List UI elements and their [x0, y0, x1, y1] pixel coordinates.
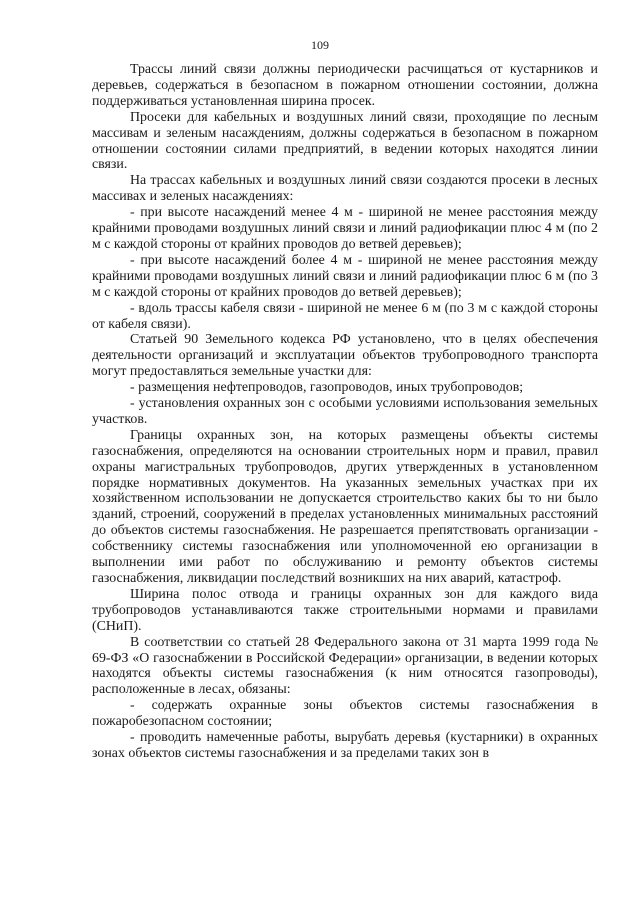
- paragraph: Ширина полос отвода и границы охранных зон для каждого вида трубопроводов устанавливаются также строительными нормами и правилами (СНиП).: [92, 586, 598, 634]
- paragraph: В соответствии со статьей 28 Федерального закона от 31 марта 1999 года № 69-ФЗ «О газоснабжении в Российской Федерации» организации, в ведении которых находятся объекты системы газоснабжения (к ним относятся газопроводы), расположенные в лесах, обязаны:: [92, 634, 598, 698]
- list-item: - содержать охранные зоны объектов системы газоснабжения в пожаробезопасном состоянии;: [92, 698, 598, 730]
- paragraph: На трассах кабельных и воздушных линий связи создаются просеки в лесных массивах и зеленых насаждениях:: [92, 173, 598, 205]
- list-item: - при высоте насаждений более 4 м - шириной не менее расстояния между крайними проводами воздушных линий связи и линий радиофикации плюс 6 м (по 3 м с каждой стороны от крайних проводов до ветвей деревьев);: [92, 252, 598, 300]
- body-text: [92, 62, 598, 762]
- list-item: - установления охранных зон с особыми условиями использования земельных участков.: [92, 396, 598, 427]
- paragraph: Трассы линий связи должны периодически расчищаться от кустарников и деревьев, содержаться в безопасном в пожарном отношении состоянии, должна поддерживаться установленная ширина просек.: [92, 62, 598, 109]
- list-item: - при высоте насаждений менее 4 м - шириной не менее расстояния между крайними проводами воздушных линий связи и линий радиофикации плюс 4 м (по 2 м с каждой стороны от крайних проводов до ветвей деревьев);: [92, 205, 598, 252]
- list-item: - проводить намеченные работы, вырубать деревья (кустарники) в охранных зонах объектов системы газоснабжения и за пределами таких зон в: [92, 730, 598, 761]
- list-item: - размещения нефтепроводов, газопроводов, иных трубопроводов;: [130, 380, 524, 396]
- list-item: - вдоль трассы кабеля связи - шириной не менее 6 м (по 3 м с каждой стороны от кабеля связи).: [92, 300, 598, 332]
- paragraph: Статьей 90 Земельного кодекса РФ установлено, что в целях обеспечения деятельности организаций и эксплуатации объектов трубопроводного транспорта могут предоставляться земельные участки для:: [92, 332, 598, 380]
- paragraph: Просеки для кабельных и воздушных линий связи, проходящие по лесным массивам и зеленым насаждениям, должны содержаться в безопасном в пожарном отношении состоянии силами предприятий, в ведении которых находятся линии связи.: [92, 109, 598, 173]
- page-number: 109: [311, 38, 329, 52]
- paragraph: Границы охранных зон, на которых размещены объекты системы газоснабжения, определяются на основании строительных норм и правил, правил охраны магистральных трубопроводов, других утвержденных в установленном порядке нормативных документов. На указанных земельных участках при их хозяйственном использовании не допускается строительство каких бы то ни было зданий, строений, сооружений в пределах установленных минимальных расстояний до объектов системы газоснабжения. Не разрешается препятствовать организации - собственнику системы газоснабжения или уполномоченной ею организации в выполнении ими работ по обслуживанию и ремонту объектов системы газоснабжения, ликвидации последствий возникших на них аварий, катастроф.: [92, 427, 598, 586]
